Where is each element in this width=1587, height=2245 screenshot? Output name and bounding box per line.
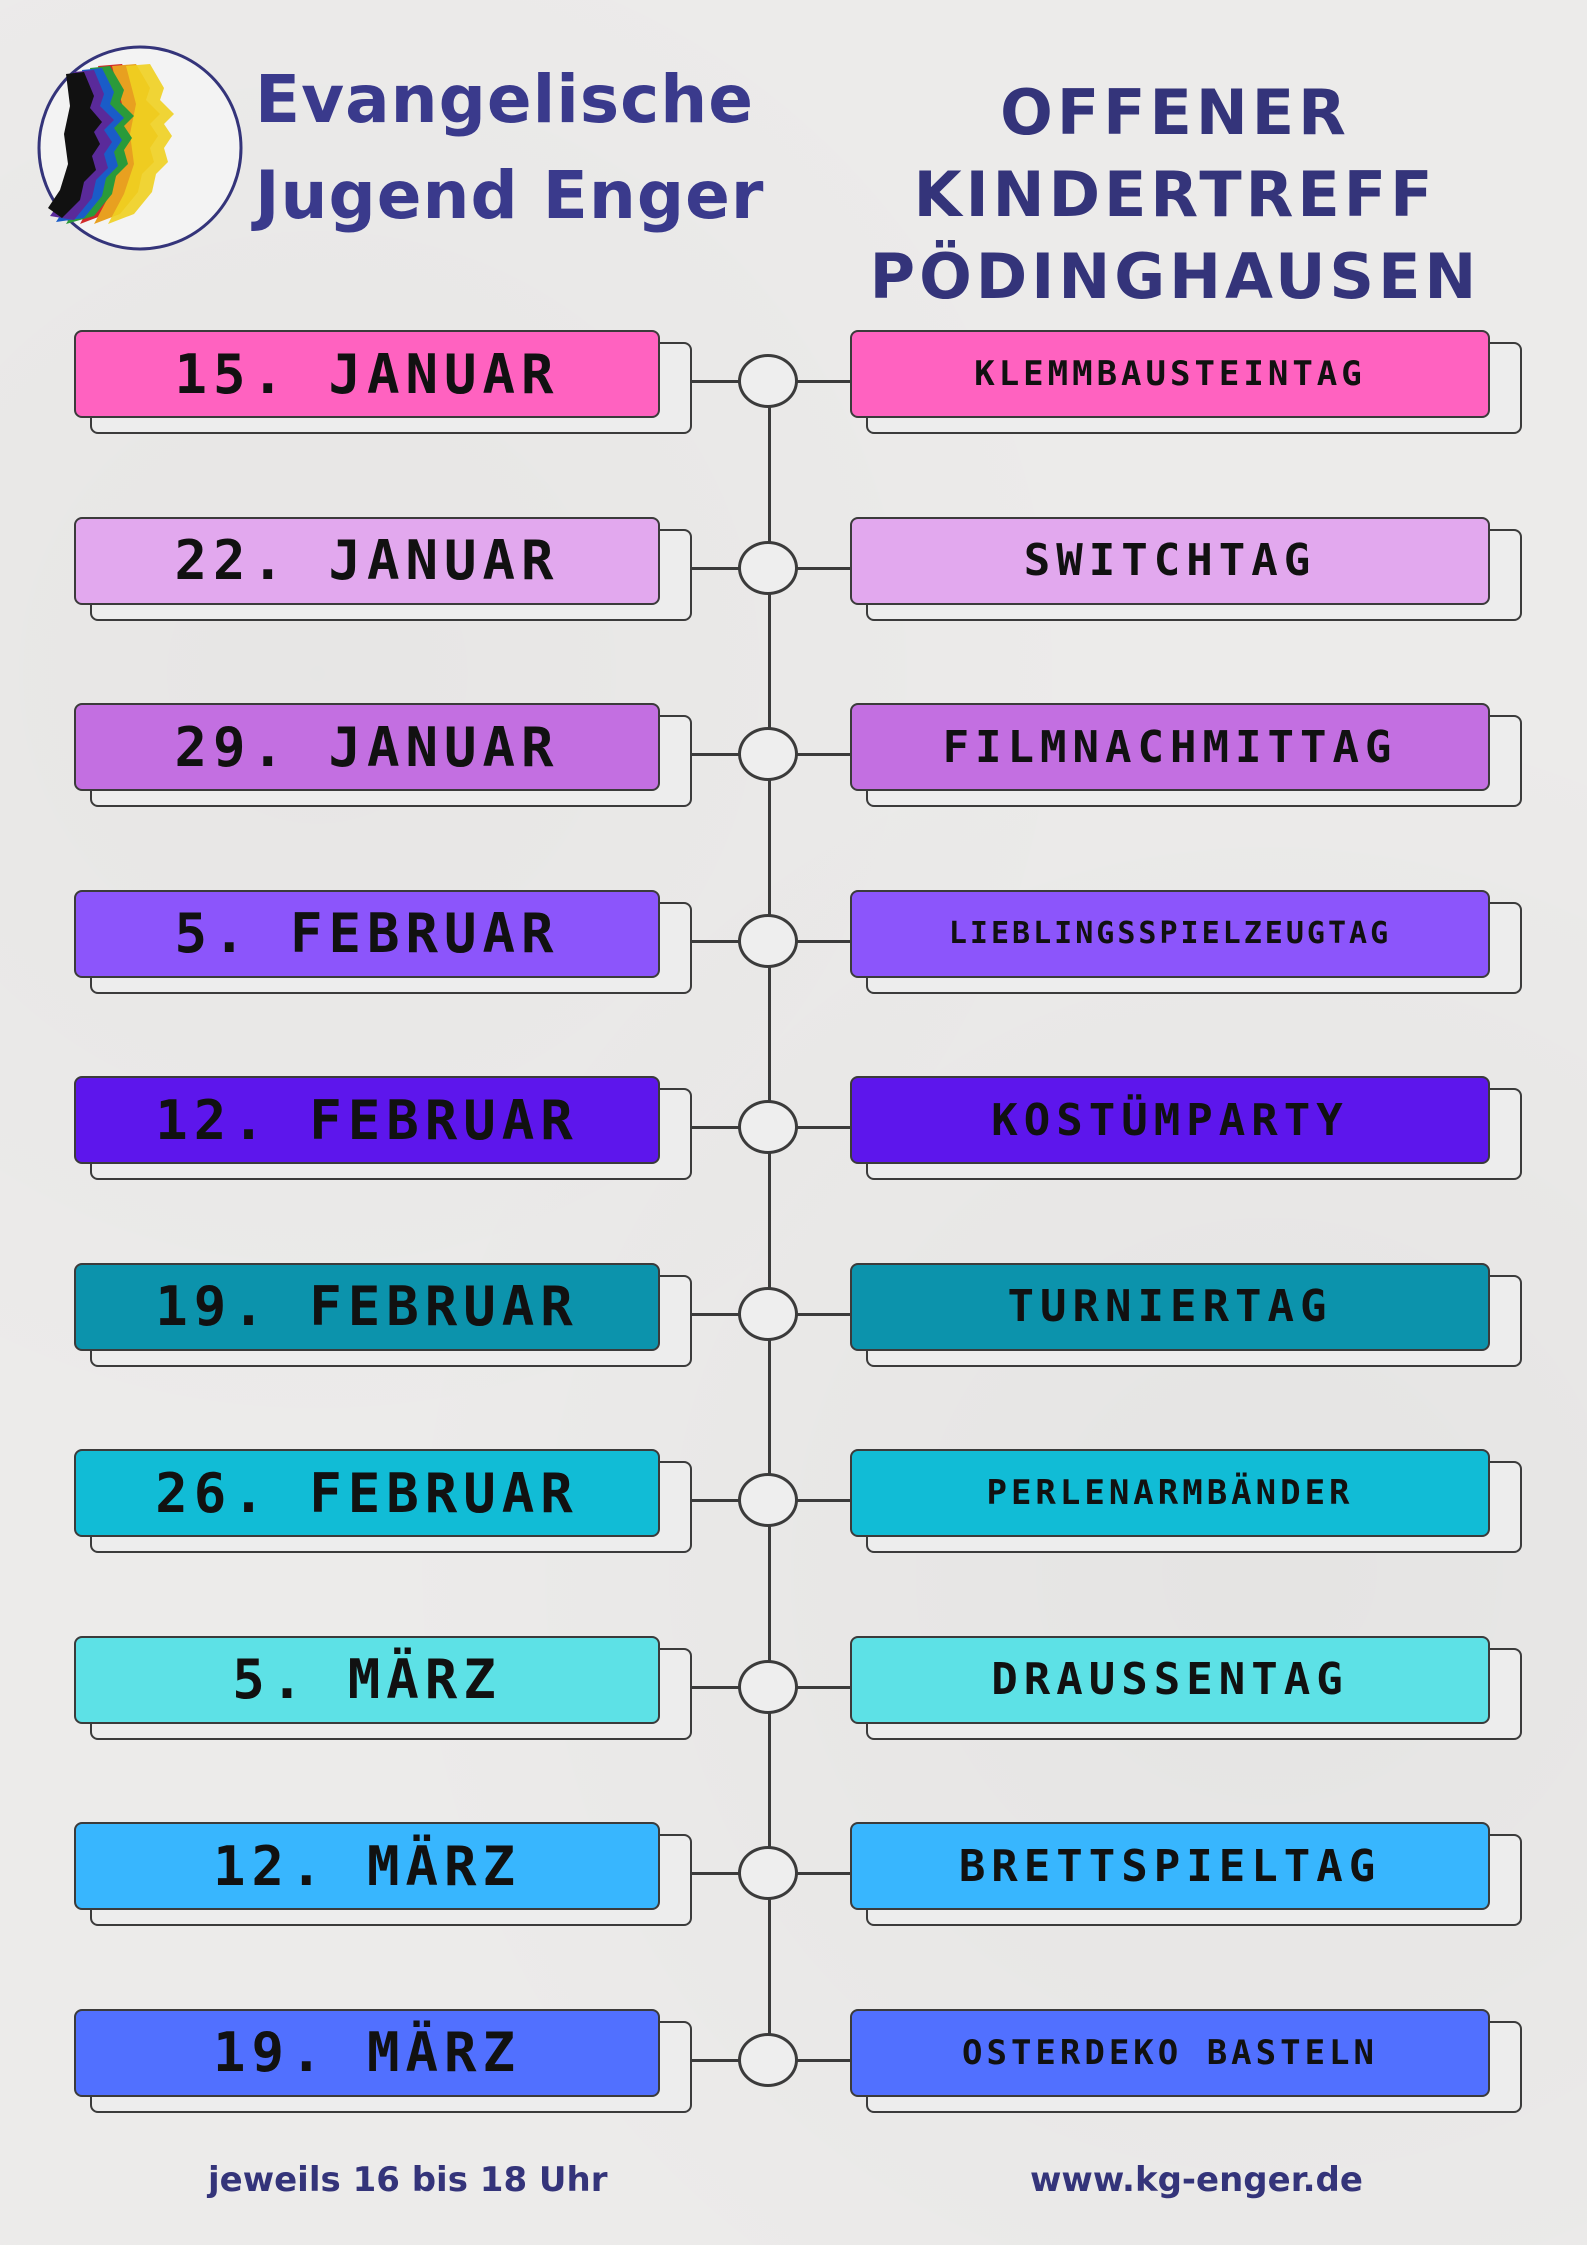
connector-right: [796, 380, 850, 383]
connector-right: [796, 1872, 850, 1875]
connector-left: [692, 2059, 740, 2062]
connector-left: [692, 1313, 740, 1316]
time-note: jeweils 16 bis 18 Uhr: [208, 2160, 608, 2200]
connector-right: [796, 1313, 850, 1316]
date-label: 22. JANUAR: [74, 517, 660, 605]
activity-label: KOSTÜMPARTY: [850, 1076, 1490, 1164]
timeline-row: [0, 330, 1587, 440]
connector-left: [692, 940, 740, 943]
date-label: 15. JANUAR: [74, 330, 660, 418]
connector-left: [692, 380, 740, 383]
connector-right: [796, 1126, 850, 1129]
event-title: [770, 72, 1580, 318]
timeline-row: [0, 703, 1587, 813]
date-label: 12. FEBRUAR: [74, 1076, 660, 1164]
activity-label: LIEBLINGSSPIELZEUGTAG: [850, 890, 1490, 978]
connector-left: [692, 1126, 740, 1129]
website-link[interactable]: www.kg-enger.de: [1030, 2160, 1363, 2200]
timeline-row: [0, 1263, 1587, 1373]
timeline-node: [738, 2033, 798, 2087]
timeline-node: [738, 1473, 798, 1527]
activity-label: TURNIERTAG: [850, 1263, 1490, 1351]
connector-left: [692, 753, 740, 756]
activity-label: PERLENARMBÄNDER: [850, 1449, 1490, 1537]
timeline-row: [0, 1822, 1587, 1932]
connector-left: [692, 1499, 740, 1502]
activity-label: FILMNACHMITTAG: [850, 703, 1490, 791]
timeline-row: [0, 2009, 1587, 2119]
connector-left: [692, 1872, 740, 1875]
timeline-row: [0, 890, 1587, 1000]
connector-right: [796, 753, 850, 756]
event-title-line2: PÖDINGHAUSEN: [869, 240, 1481, 313]
timeline-row: [0, 1449, 1587, 1559]
timeline-node: [738, 727, 798, 781]
activity-label: OSTERDEKO BASTELN: [850, 2009, 1490, 2097]
timeline-row: [0, 517, 1587, 627]
timeline-node: [738, 1100, 798, 1154]
connector-right: [796, 1499, 850, 1502]
connector-right: [796, 940, 850, 943]
activity-label: BRETTSPIELTAG: [850, 1822, 1490, 1910]
timeline-node: [738, 1287, 798, 1341]
date-label: 19. MÄRZ: [74, 2009, 660, 2097]
activity-label: SWITCHTAG: [850, 517, 1490, 605]
connector-left: [692, 1686, 740, 1689]
event-title-line1: OFFENER KINDERTREFF: [913, 76, 1437, 231]
timeline-node: [738, 914, 798, 968]
connector-left: [692, 567, 740, 570]
timeline-node: [738, 541, 798, 595]
activity-label: KLEMMBAUSTEINTAG: [850, 330, 1490, 418]
date-label: 5. FEBRUAR: [74, 890, 660, 978]
timeline-row: [0, 1636, 1587, 1746]
date-label: 12. MÄRZ: [74, 1822, 660, 1910]
connector-right: [796, 567, 850, 570]
date-label: 5. MÄRZ: [74, 1636, 660, 1724]
date-label: 19. FEBRUAR: [74, 1263, 660, 1351]
rainbow-faces-logo: [36, 44, 244, 252]
connector-right: [796, 2059, 850, 2062]
activity-label: DRAUSSENTAG: [850, 1636, 1490, 1724]
timeline-node: [738, 1660, 798, 1714]
connector-right: [796, 1686, 850, 1689]
date-label: 26. FEBRUAR: [74, 1449, 660, 1537]
organization-name: [255, 52, 764, 244]
timeline-node: [738, 354, 798, 408]
timeline-row: [0, 1076, 1587, 1186]
date-label: 29. JANUAR: [74, 703, 660, 791]
org-name-line1: Evangelische: [255, 61, 755, 138]
org-name-line2: Jugend Enger: [255, 157, 765, 234]
timeline-node: [738, 1846, 798, 1900]
timeline-spine: [768, 386, 771, 2048]
